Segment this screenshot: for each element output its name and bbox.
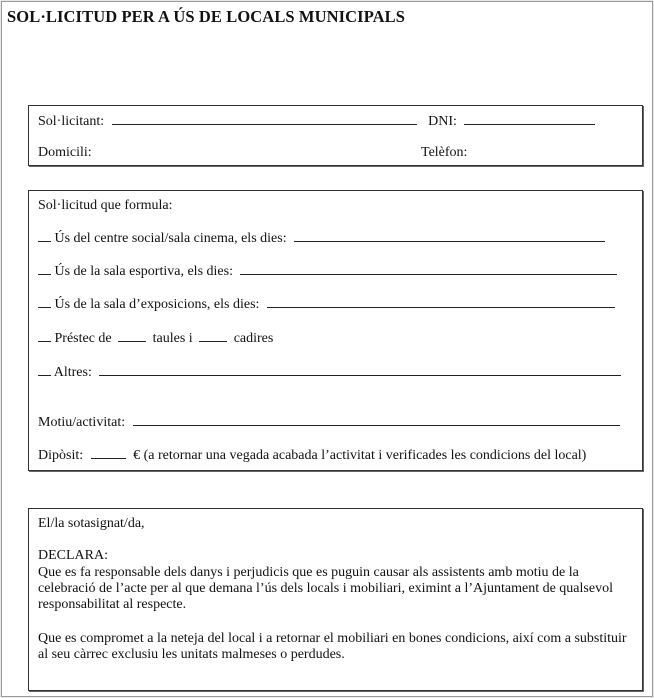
option-checkbox[interactable] xyxy=(38,364,51,376)
declaration-heading: DECLARA: xyxy=(38,548,108,563)
domicili-label: Domicili: xyxy=(38,145,92,160)
option-centre-social: Ús del centre social/sala cinema, els dies: xyxy=(38,230,605,247)
declaration-intro: El/la sotasignat/da, xyxy=(38,516,145,531)
option-checkbox[interactable] xyxy=(38,296,51,308)
centre-social-days-field[interactable] xyxy=(294,230,605,242)
diposit-amount-field[interactable] xyxy=(91,447,126,459)
dni-label: DNI: xyxy=(428,114,457,129)
domicili-field[interactable] xyxy=(38,145,92,161)
solicitant-label: Sol·licitant: xyxy=(38,114,105,129)
motiu-field[interactable] xyxy=(133,414,620,426)
sala-exposicions-days-field[interactable] xyxy=(267,296,615,308)
declaration-paragraph-2: Que es compromet a la neteja del local i a retornar el mobiliari en bones condicions, així com a substituir al seu càrrec exclusiu les unitats malmeses o perdudes. xyxy=(38,631,627,662)
solicitant-field[interactable] xyxy=(112,113,417,125)
option-checkbox[interactable] xyxy=(38,230,51,242)
request-heading: Sol·licitud que formula: xyxy=(38,198,173,213)
diposit-row: Dipòsit: € (a retornar una vegada acabada l’activitat i verificades les condicions del local) xyxy=(38,448,587,463)
sala-esportiva-days-field[interactable] xyxy=(240,263,617,275)
taules-count-field[interactable] xyxy=(118,330,146,342)
option-sala-exposicions: Ús de la sala d’exposicions, els dies: xyxy=(38,296,615,313)
declaration-paragraph-1: Que es fa responsable dels danys i perjudicis que es puguin causar als assistents amb motiu de la celebració de l’acte per al que demana l’ús dels locals i mobiliari, eximint a l’Ajuntament de qualsevol responsabilitat al respecte. xyxy=(38,565,613,612)
page-title: SOL·LICITUD PER A ÚS DE LOCALS MUNICIPALS xyxy=(7,7,406,26)
option-altres: Altres: xyxy=(38,364,621,381)
request-section xyxy=(28,190,643,471)
telefon-field[interactable] xyxy=(421,145,467,161)
altres-field[interactable] xyxy=(99,364,621,376)
option-prestec: Préstec de taules i cadires xyxy=(38,330,273,347)
option-sala-esportiva: Ús de la sala esportiva, els dies: xyxy=(38,263,617,280)
cadires-count-field[interactable] xyxy=(199,330,227,342)
motiu-row: Motiu/activitat: xyxy=(38,414,620,431)
applicant-section xyxy=(28,105,643,166)
dni-field[interactable] xyxy=(464,113,595,125)
declaration-section xyxy=(28,508,643,691)
option-checkbox[interactable] xyxy=(38,263,51,275)
document-page xyxy=(1,1,653,697)
option-checkbox[interactable] xyxy=(38,330,51,342)
telefon-label: Telèfon: xyxy=(421,145,468,160)
